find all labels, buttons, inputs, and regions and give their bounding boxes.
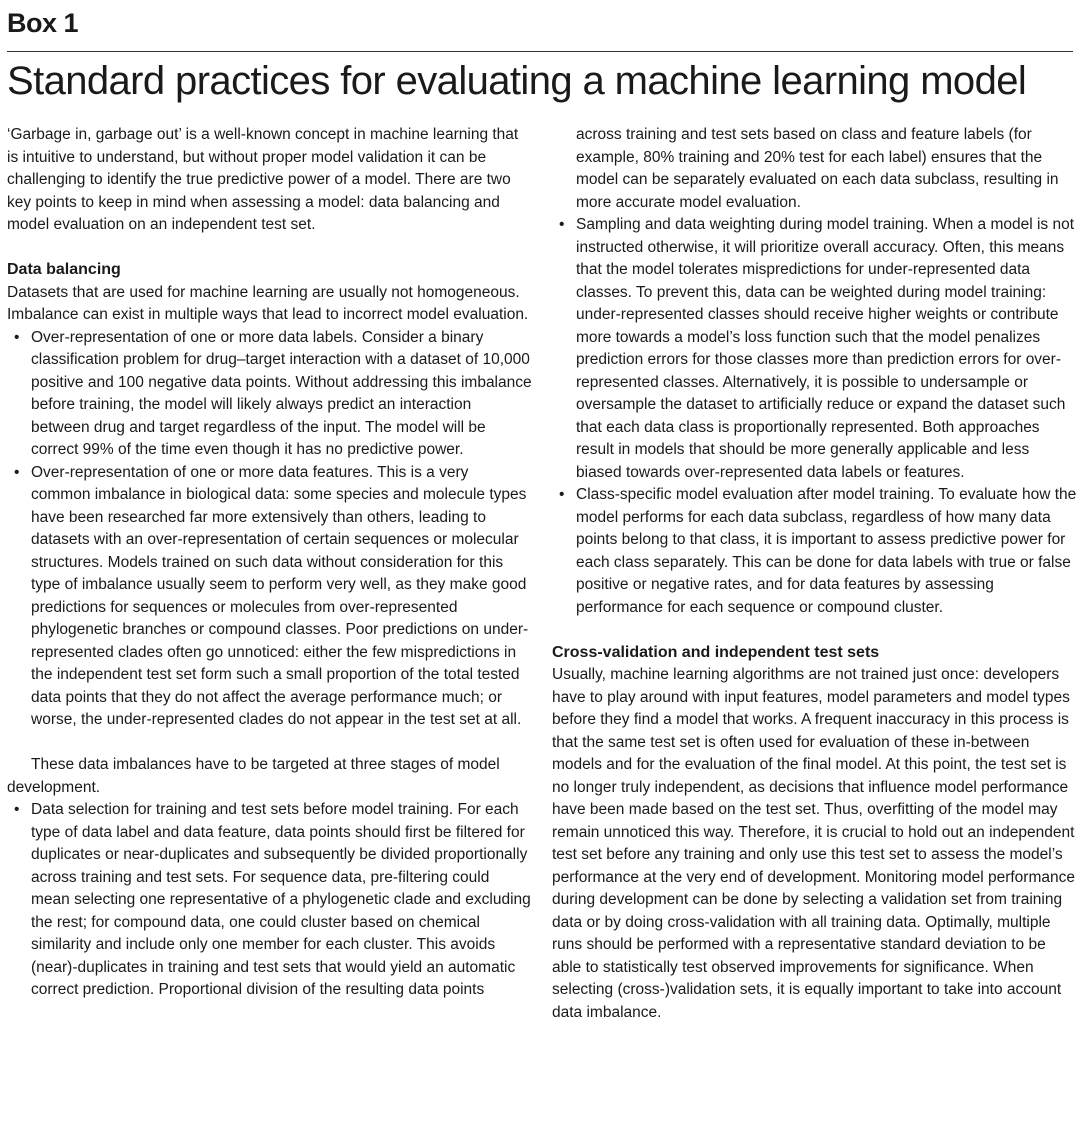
left-column bbox=[7, 124, 532, 1002]
stage-item-class-specific-evaluation: • Class-specific model evaluation after model training. To evaluate how the model performs for each data subclass, regardless of how many data points belong to that class, it is important to assess predictive power for each class separately. This can be done for data labels with true or false positive or negative rates, and for data features by assessing performance for each sequence or compound cluster. bbox=[552, 484, 1077, 619]
cross-validation-paragraph: Usually, machine learning algorithms are not trained just once: developers have to play around with input features, model parameters and model types before they find a model that works. A frequent inaccuracy in this process is that the same test set is often used for evaluation of these in-between models and for the evaluation of the final model. At this point, the test set is no longer truly independent, as decisions that influence model performance have been made based on the test set. Thus, overfitting of the model may remain unnoticed this way. Therefore, it is crucial to hold out an independent test set before any training and only use this test set to assess the model’s performance at the very end of development. Monitoring model performance during development can be done by selecting a validation set from training data or by doing cross-validation with all training data. Optimally, multiple runs should be performed with a representative standard deviation to be able to statistically test observed improvements for significance. When selecting (cross-)validation sets, it is equally important to take into account data imbalance. bbox=[552, 666, 1075, 1021]
stage-item-data-selection-continued: across training and test sets based on class and feature labels (for example, 80% training and 20% test for each label) ensures that the model can be separately evaluated on each data subclass, resulting in more accurate model evaluation. bbox=[576, 126, 1059, 211]
stage-item-sampling-weighting: • Sampling and data weighting during model training. When a model is not instructed otherwise, it will prioritize overall accuracy. Often, this means that the model tolerates mispredictions for under-represented data classes. To prevent this, data can be weighted during model training: under-represented classes should receive higher weights or contribute more towards a model’s loss function such that the model penalizes prediction errors for those classes more than prediction errors for over-represented classes. Alternatively, it is possible to undersample or oversample the dataset to artificially reduce or expand the dataset such that each data class is proportionally represented. Both approaches result in models that should be more generally applicable and less biased towards over-represented data labels or features. bbox=[552, 214, 1077, 484]
box-label: Box 1 bbox=[7, 8, 79, 38]
cross-validation-heading: Cross-validation and independent test sets bbox=[552, 643, 880, 661]
stages-list bbox=[7, 799, 532, 1002]
title-divider bbox=[7, 51, 1073, 52]
stages-list-continued bbox=[552, 214, 1077, 619]
imbalance-item-features: • Over-representation of one or more data features. This is a very common imbalance in biological data: some species and molecule types have been researched far more extensively than others, leading to datasets with an over-representation of certain sequences or molecular structures. Models trained on such data without consideration for this type of imbalance usually seem to perform very well, as they make good predictions for sequences or molecules from over-represented phylogenetic branches or compound classes. Poor predictions on under-represented clades often go unnoticed: either the few mispredictions in the independent test set form such a small proportion of the total tested data points that they do not affect the average performance much; or worse, the under-represented clades do not appear in the test set at all. bbox=[7, 462, 532, 732]
right-column bbox=[552, 124, 1077, 1024]
stage-item-data-selection: • Data selection for training and test sets before model training. For each type of data label and data feature, data points should first be filtered for duplicates or near-duplicates and subsequently be divided proportionally across training and test sets. For sequence data, pre-filtering could mean selecting one representative of a phylogenetic clade and excluding the rest; for compound data, one could cluster based on chemical similarity and include only one member for each cluster. This avoids (near)-duplicates in training and test sets that would yield an automatic correct prediction. Proportional division of the resulting data points bbox=[7, 799, 532, 1002]
intro-paragraph: ‘Garbage in, garbage out’ is a well-known concept in machine learning that is intuitive to understand, but without proper model validation it can be challenging to identify the true predictive power of a model. There are two key points to keep in mind when assessing a model: data balancing and model evaluation on an independent test set. bbox=[7, 126, 519, 233]
data-balancing-intro: Datasets that are used for machine learning are usually not homogeneous. Imbalance can exist in multiple ways that lead to incorrect model evaluation. bbox=[7, 283, 529, 323]
data-balancing-heading: Data balancing bbox=[7, 261, 121, 278]
stages-intro: These data imbalances have to be targeted at three stages of model development. bbox=[7, 756, 500, 796]
imbalance-item-labels: • Over-representation of one or more data labels. Consider a binary classification problem for drug–target interaction with a dataset of 10,000 positive and 100 negative data points. Without addressing this imbalance before training, the model will likely always predict an interaction between drug and target regardless of the input. The model will be correct 99% of the time even though it has no predictive power. bbox=[7, 327, 532, 462]
box-title: Standard practices for evaluating a machine learning model bbox=[7, 59, 1027, 103]
imbalance-list bbox=[7, 327, 532, 732]
